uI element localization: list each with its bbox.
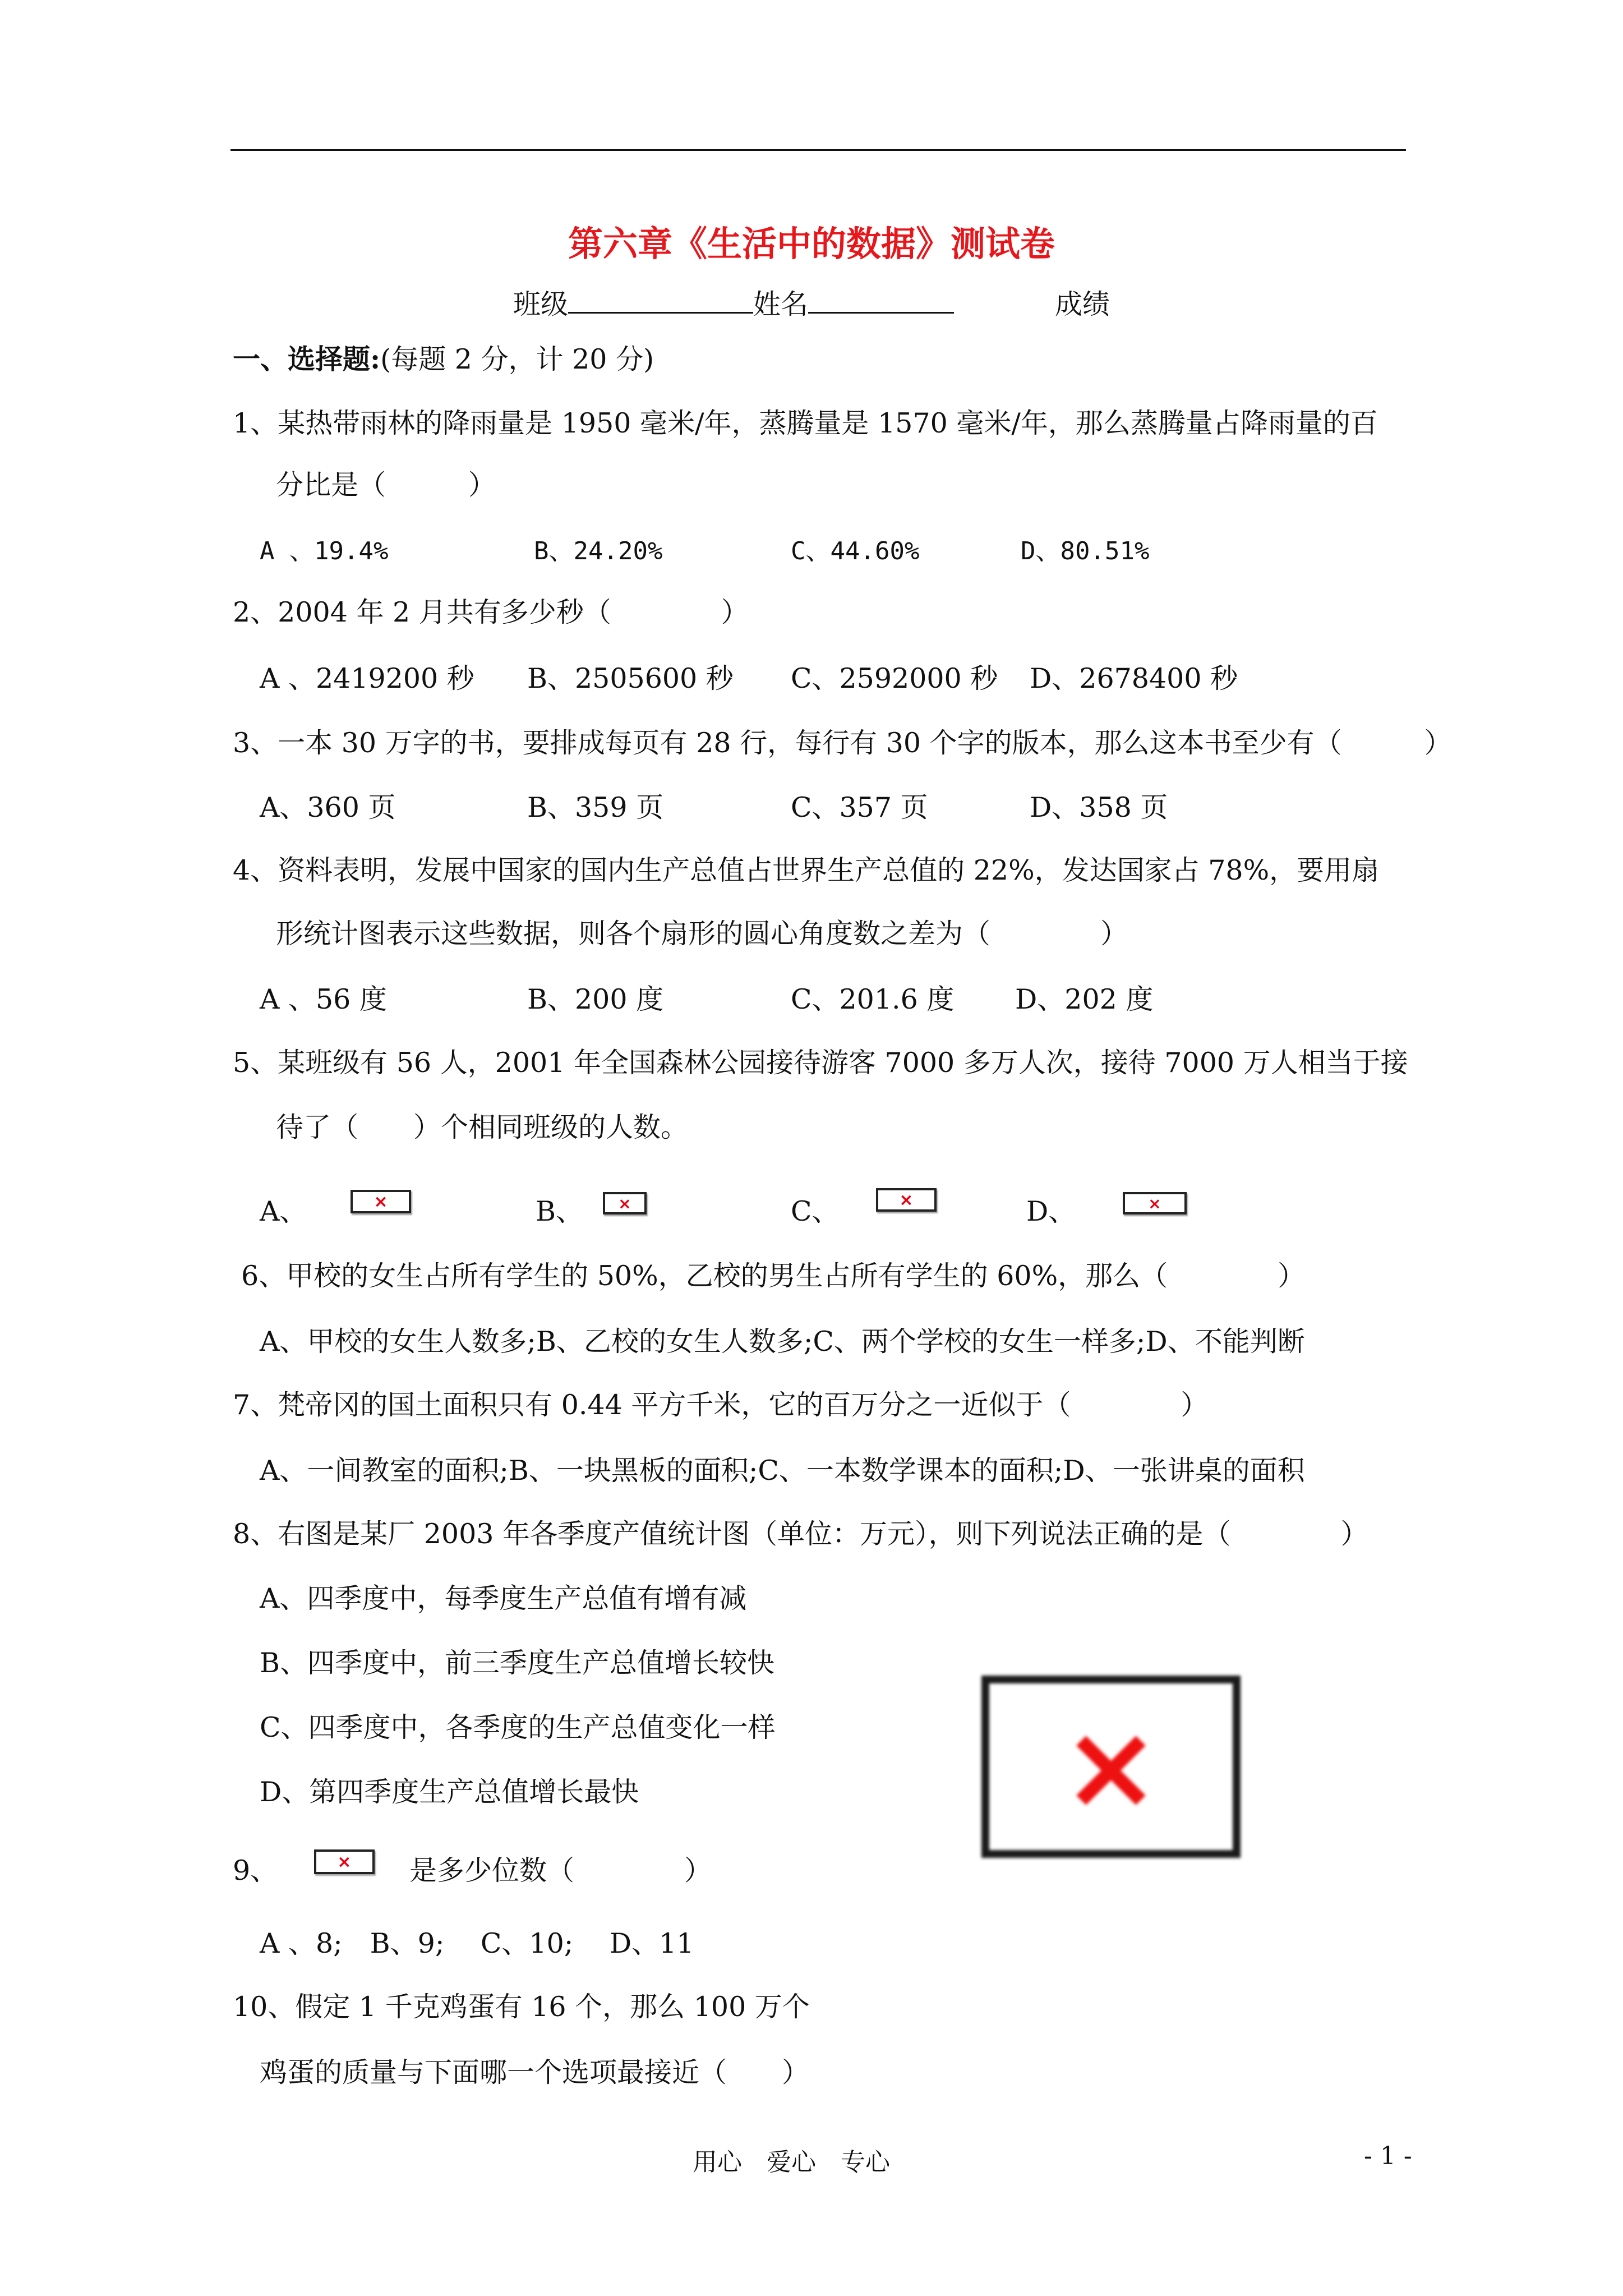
q1-option-b: B、24.20%: [534, 537, 663, 565]
question-5-stem: 5、某班级有 56 人，2001 年全国森林公园接待游客 7000 多万人次，接待 7000 万人相当于接: [233, 1047, 1408, 1079]
q3-option-a: A、360 页: [260, 792, 396, 823]
q2-option-d: D、2678400 秒: [1030, 662, 1238, 694]
q6-options: A、甲校的女生人数多;B、乙校的女生人数多;C、两个学校的女生一样多;D、不能判断: [260, 1326, 1305, 1358]
class-blank[interactable]: [568, 286, 753, 314]
broken-image-icon: ×: [876, 1188, 937, 1212]
question-2-stem: 2、2004 年 2 月共有多少秒（ ）: [233, 596, 749, 628]
q2-option-c: C、2592000 秒: [791, 662, 998, 694]
section-heading: [233, 342, 654, 376]
question-1-stem-cont: 分比是（ ）: [276, 469, 496, 501]
page-title: 第六章《生活中的数据》测试卷: [568, 223, 1055, 264]
question-8-stem: 8、右图是某厂 2003 年各季度产值统计图（单位：万元），则下列说法正确的是（ ）: [233, 1518, 1368, 1550]
question-1-stem: 1、某热带雨林的降雨量是 1950 毫米/年，蒸腾量是 1570 毫米/年，那么蒸腾量占降雨量的百: [233, 407, 1378, 439]
q2-option-b: B、2505600 秒: [527, 662, 734, 694]
question-4-stem-cont: 形统计图表示这些数据，则各个扇形的圆心角度数之差为（ ）: [276, 918, 1128, 950]
q8-option-d: D、第四季度生产总值增长最快: [260, 1776, 639, 1808]
q1-option-c: C、44.60%: [791, 537, 920, 565]
footer-motto: 用心 爱心 专心: [693, 2148, 890, 2177]
q4-option-b: B、200 度: [527, 983, 664, 1015]
broken-image-icon: ×: [603, 1192, 647, 1214]
question-9-number: 9、: [233, 1855, 278, 1887]
q3-option-c: C、357 页: [791, 792, 928, 823]
q4-option-a: A 、56 度: [260, 983, 387, 1015]
question-10-stem-cont: 鸡蛋的质量与下面哪一个选项最接近（ ）: [260, 2056, 810, 2088]
section-title: 一、选择题:: [233, 343, 381, 375]
header-line: [513, 286, 1110, 321]
question-4-stem: 4、资料表明，发展中国家的国内生产总值占世界生产总值的 22%，发达国家占 78%，要用扇: [233, 854, 1380, 886]
q8-option-c: C、四季度中，各季度的生产总值变化一样: [260, 1711, 776, 1743]
question-3-stem: 3、一本 30 万字的书，要排成每页有 28 行，每行有 30 个字的版本，那么这本书至少有（ ）: [233, 727, 1452, 759]
name-label: 姓名: [753, 288, 809, 320]
q3-option-d: D、358 页: [1030, 792, 1168, 823]
q8-option-b: B、四季度中，前三季度生产总值增长较快: [260, 1647, 775, 1679]
q4-option-c: C、201.6 度: [791, 983, 955, 1015]
question-10-stem: 10、假定 1 千克鸡蛋有 16 个，那么 100 万个: [233, 1991, 810, 2023]
class-label: 班级: [513, 288, 569, 320]
broken-image-icon: ×: [314, 1849, 375, 1874]
name-blank[interactable]: [808, 286, 954, 314]
q8-option-a: A、四季度中，每季度生产总值有增有减: [260, 1582, 747, 1614]
q9-options: A 、8; B、9; C、10; D、11: [260, 1927, 694, 1959]
q5-option-c: C、: [791, 1195, 840, 1227]
q1-option-a: A 、19.4%: [260, 537, 389, 565]
q2-option-a: A 、2419200 秒: [260, 662, 474, 694]
q7-options: A、一间教室的面积;B、一块黑板的面积;C、一本数学课本的面积;D、一张讲桌的面积: [260, 1455, 1305, 1487]
q5-option-a: A、: [260, 1195, 307, 1227]
question-9-stem: 是多少位数（ ）: [409, 1855, 712, 1887]
broken-image-icon: ×: [351, 1190, 411, 1213]
q5-option-b: B、: [536, 1195, 584, 1227]
q3-option-b: B、359 页: [527, 792, 664, 823]
page-number: - 1 -: [1364, 2142, 1412, 2170]
question-5-stem-cont: 待了（ ）个相同班级的人数。: [276, 1111, 689, 1143]
section-note: (每题 2 分，计 20 分): [380, 343, 654, 375]
broken-image-icon: ×: [1123, 1192, 1187, 1214]
score-label: 成绩: [1055, 288, 1110, 320]
broken-image-icon: ×: [981, 1676, 1241, 1858]
q4-option-d: D、202 度: [1015, 983, 1154, 1015]
q1-option-d: D、80.51%: [1021, 537, 1150, 565]
question-7-stem: 7、梵帝冈的国土面积只有 0.44 平方千米，它的百万分之一近似于（ ）: [233, 1389, 1209, 1421]
q5-option-d: D、: [1026, 1195, 1076, 1227]
question-6-stem: 6、甲校的女生占所有学生的 50%，乙校的男生占所有学生的 60%，那么（ ）: [241, 1260, 1306, 1292]
header-rule: [230, 149, 1406, 151]
